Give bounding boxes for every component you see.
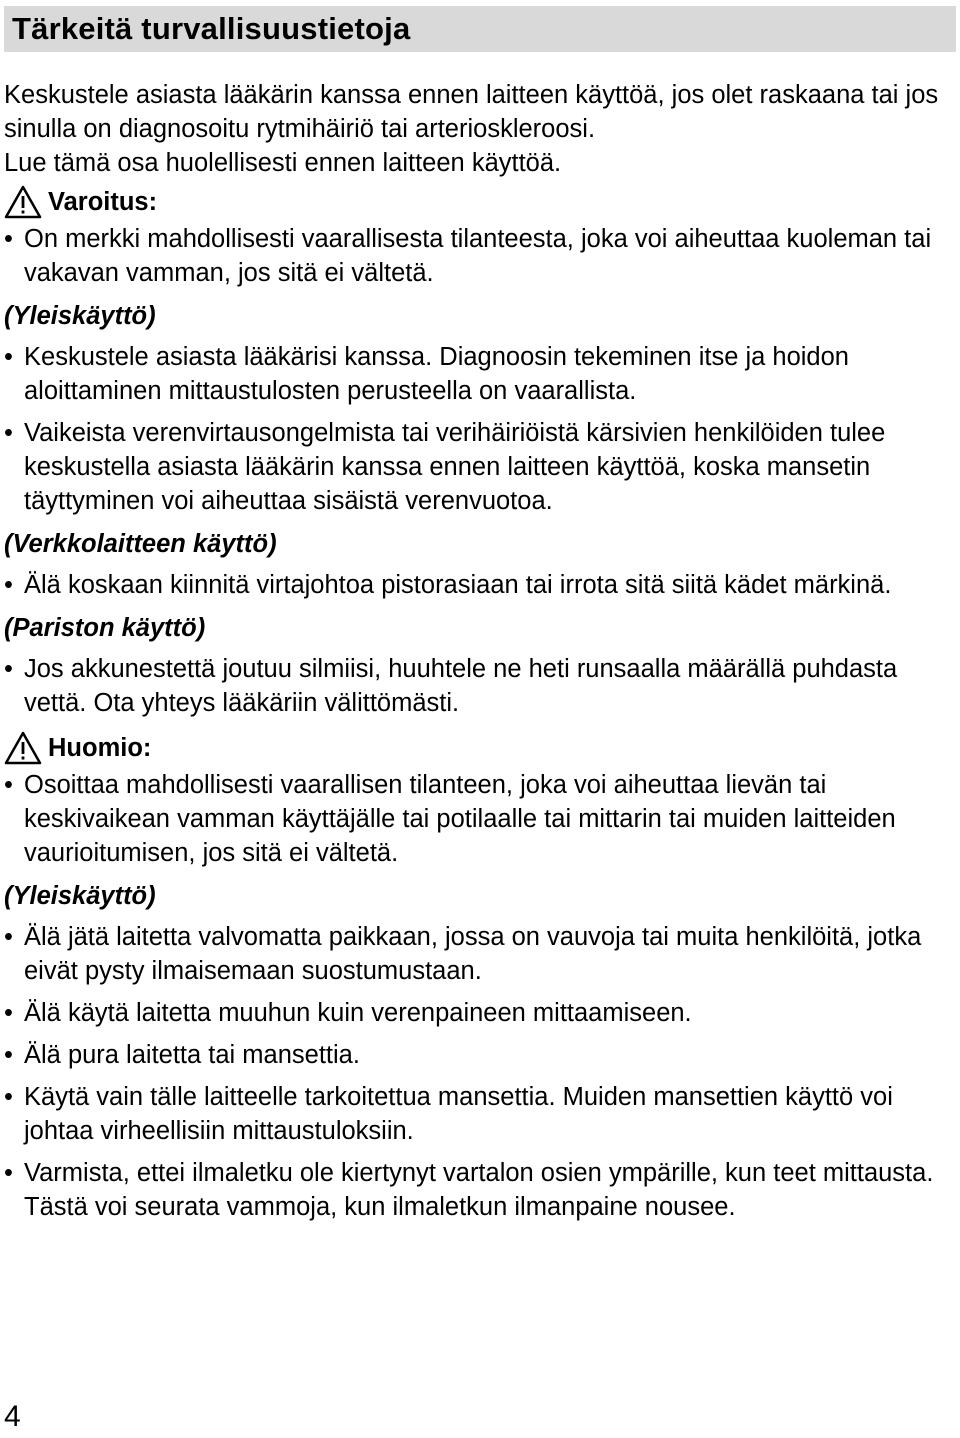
list-item: • Älä jätä laitetta valvomatta paikkaan, jossa on vauvoja tai muita henkilöitä, jotka eivät pysty ilmaisemaan suostumustaan. [4, 920, 954, 988]
section-heading-general: (Yleiskäyttö) [4, 302, 156, 330]
page-number: 4 [4, 1400, 21, 1433]
caution-heading-label: Huomio: [48, 734, 152, 762]
document-body [4, 78, 954, 1232]
list-item: • Keskustele asiasta lääkärisi kanssa. Diagnoosin tekeminen itse ja hoidon aloittaminen mittaustulosten perusteella on vaarallista. [4, 340, 954, 408]
section-heading-network: (Verkkolaitteen käyttö) [4, 530, 277, 558]
intro-paragraph: Lue tämä osa huolellisesti ennen laitteen käyttöä. [4, 149, 562, 177]
list-item: • Varmista, ettei ilmaletku ole kiertynyt vartalon osien ympärille, kun teet mittausta. Tästä voi seurata vammoja, kun ilmaletkun ilmanpaine nousee. [4, 1156, 954, 1224]
list-item: • Jos akkunestettä joutuu silmiisi, huuhtele ne heti runsaalla määrällä puhdasta vettä. Ota yhteys lääkäriin välittömästi. [4, 652, 954, 720]
warning-definition-list [4, 222, 954, 290]
warning-triangle-icon [4, 185, 42, 219]
list-item: • Käytä vain tälle laitteelle tarkoitettua mansettia. Muiden mansettien käyttö voi johtaa virheellisiin mittaustuloksiin. [4, 1080, 954, 1148]
section-heading-battery: (Pariston käyttö) [4, 614, 206, 642]
warning-heading [4, 182, 954, 222]
list-item: • Älä pura laitetta tai mansettia. [4, 1038, 954, 1072]
list-item: • Älä koskaan kiinnitä virtajohtoa pistorasiaan tai irrota sitä siitä kädet märkinä. [4, 568, 954, 602]
intro [4, 78, 954, 180]
section-heading-general: (Yleiskäyttö) [4, 882, 156, 910]
warning-general-list [4, 340, 954, 518]
title-bar [4, 6, 956, 52]
warning-network-list [4, 568, 954, 602]
list-item: • Älä käytä laitetta muuhun kuin verenpaineen mittaamiseen. [4, 996, 954, 1030]
intro-paragraph: Keskustele asiasta lääkärin kanssa ennen laitteen käyttöä, jos olet raskaana tai jos sinulla on diagnosoitu rytmihäiriö tai arterioskleroosi. [4, 81, 939, 143]
list-item: • Osoittaa mahdollisesti vaarallisen tilanteen, joka voi aiheuttaa lievän tai keskivaikean vamman käyttäjälle tai potilaalle tai mittarin tai muiden laitteiden vaurioitumisen, jos sitä ei vältetä. [4, 768, 954, 870]
page-title: Tärkeitä turvallisuustietoja [12, 11, 411, 46]
warning-triangle-icon [4, 731, 42, 765]
list-item: • Vaikeista verenvirtausongelmista tai verihäiriöistä kärsivien henkilöiden tulee keskustella asiasta lääkärin kanssa ennen laitteen käyttöä, koska mansetin täyttyminen voi aiheuttaa sisäistä verenvuotoa. [4, 416, 954, 518]
caution-heading [4, 728, 954, 768]
warning-heading-label: Varoitus: [48, 188, 158, 216]
caution-definition-list [4, 768, 954, 870]
warning-battery-list [4, 652, 954, 720]
caution-general-list [4, 920, 954, 1224]
list-item: • On merkki mahdollisesti vaarallisesta tilanteesta, joka voi aiheuttaa kuoleman tai vakavan vamman, jos sitä ei vältetä. [4, 222, 954, 290]
